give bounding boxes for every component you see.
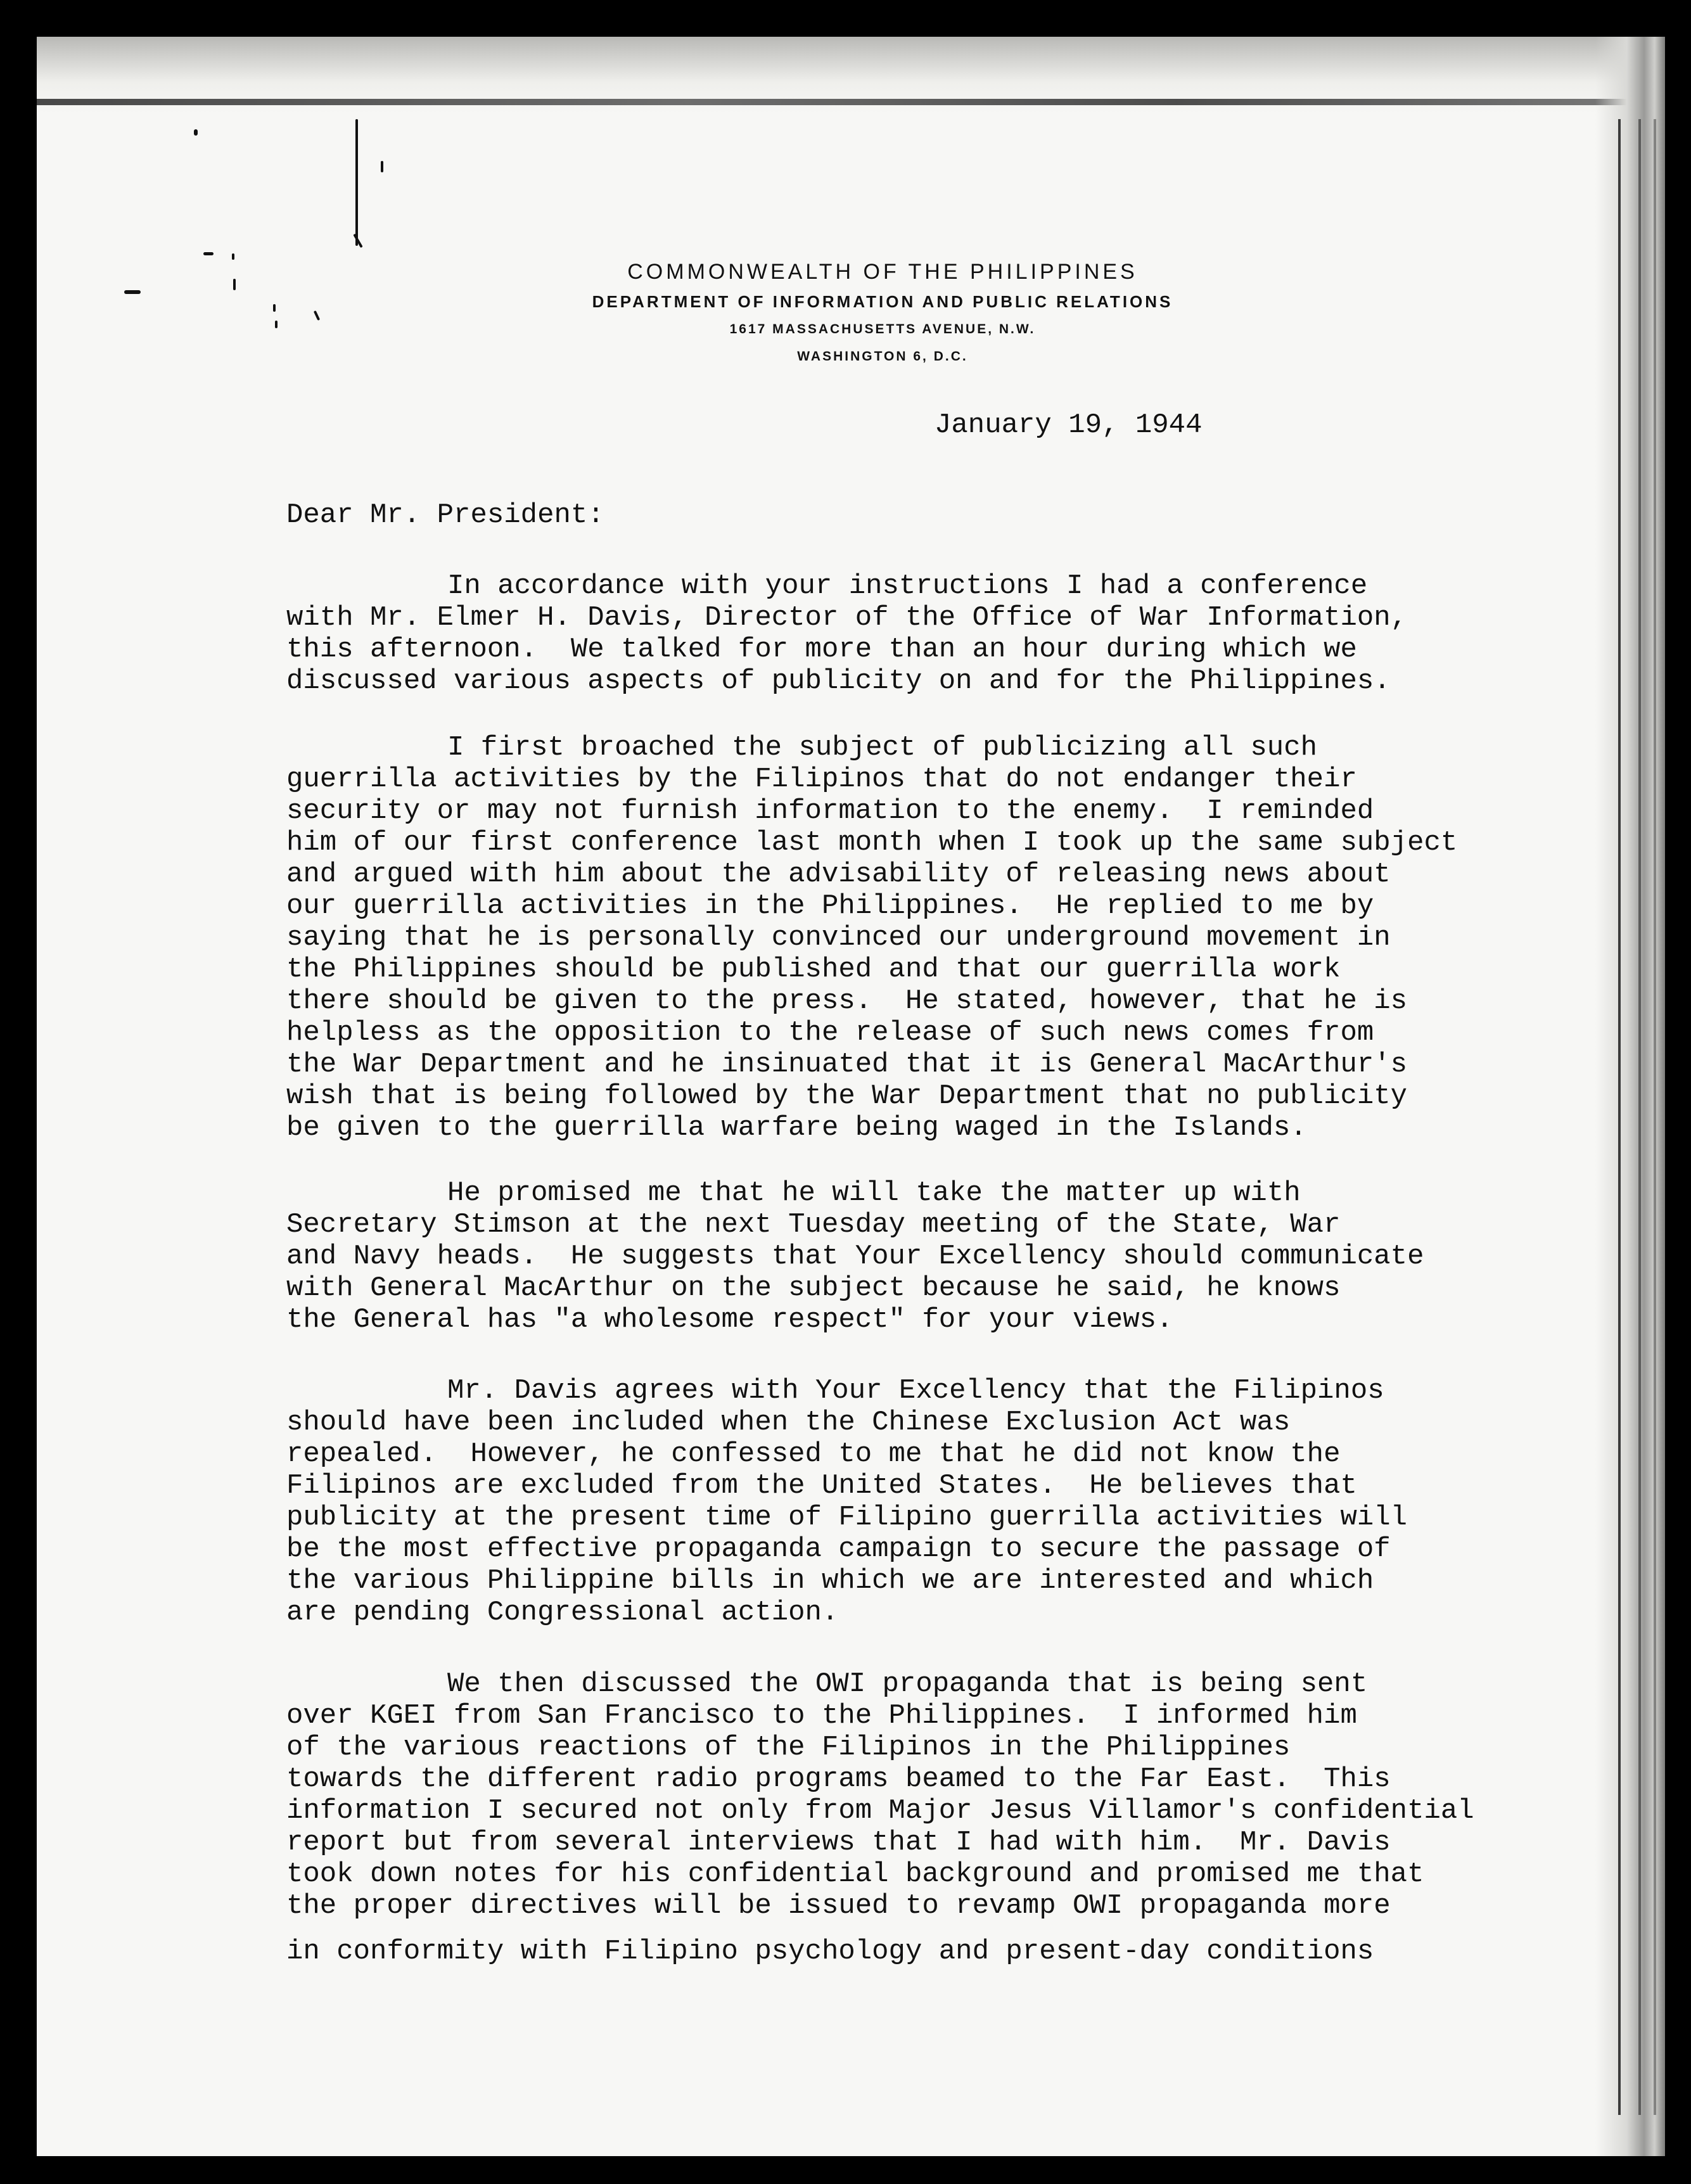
scan-page-edge-line (1638, 119, 1641, 2115)
body-line: I first broached the subject of publicizing all such (447, 732, 1318, 763)
body-line: discussed various aspects of publicity on and for the Philippines. (286, 665, 1391, 697)
body-line: report but from several interviews that I had with him. Mr. Davis (286, 1827, 1391, 1858)
body-line: our guerrilla activities in the Philippines. He replied to me by (286, 890, 1374, 922)
body-line: over KGEI from San Francisco to the Philippines. I informed him (286, 1700, 1357, 1732)
scan-mark (314, 310, 320, 321)
body-line: the proper directives will be issued to revamp OWI propaganda more (286, 1890, 1391, 1922)
body-line: and Navy heads. He suggests that Your Excellency should communicate (286, 1241, 1424, 1272)
body-line: are pending Congressional action. (286, 1597, 839, 1628)
body-line: the Philippines should be published and that our guerrilla work (286, 954, 1341, 985)
scan-mark (232, 253, 234, 260)
body-line: of the various reactions of the Filipinos in the Philippines (286, 1732, 1291, 1763)
body-line: towards the different radio programs beamed to the Far East. This (286, 1763, 1391, 1795)
scan-page-edge-line (1618, 119, 1621, 2115)
scan-mark (355, 119, 358, 246)
body-line: Filipinos are excluded from the United States. He believes that (286, 1470, 1357, 1502)
scan-mark (381, 161, 383, 172)
body-line: there should be given to the press. He stated, however, that he is (286, 985, 1408, 1017)
body-line: repealed. However, he confessed to me that he did not know the (286, 1438, 1341, 1470)
body-line: wish that is being followed by the War Department that no publicity (286, 1080, 1408, 1112)
letterhead-city: WASHINGTON 6, D.C. (797, 349, 968, 364)
body-line: took down notes for his confidential background and promised me that (286, 1858, 1424, 1890)
salutation: Dear Mr. President: (286, 499, 604, 531)
scan-mark (353, 234, 362, 248)
body-line: should have been included when the Chinese Exclusion Act was (286, 1407, 1291, 1438)
body-line: with General MacArthur on the subject because he said, he knows (286, 1272, 1341, 1304)
scan-page-edge-line (1654, 119, 1656, 2115)
body-line: him of our first conference last month when I took up the same subject (286, 827, 1458, 859)
body-line: be given to the guerrilla warfare being waged in the Islands. (286, 1112, 1307, 1144)
scan-top-edge (37, 99, 1665, 105)
body-line: saying that he is personally convinced our underground movement in (286, 922, 1391, 954)
body-line: We then discussed the OWI propaganda that is being sent (447, 1668, 1368, 1700)
scan-mark (203, 252, 214, 255)
body-line: with Mr. Elmer H. Davis, Director of the Office of War Information, (286, 602, 1408, 634)
body-line: publicity at the present time of Filipino guerrilla activities will (286, 1502, 1408, 1533)
body-line: guerrilla activities by the Filipinos that do not endanger their (286, 763, 1357, 795)
body-line: and argued with him about the advisability of releasing news about (286, 859, 1391, 890)
body-line: in conformity with Filipino psychology and present-day conditions (286, 1936, 1374, 1967)
body-line: information I secured not only from Major Jesus Villamor's confidential (286, 1795, 1474, 1827)
body-line: In accordance with your instructions I had a conference (447, 570, 1368, 602)
body-line: He promised me that he will take the matter up with (447, 1177, 1301, 1209)
letterhead-department: DEPARTMENT OF INFORMATION AND PUBLIC RELATIONS (592, 292, 1173, 311)
body-line: this afternoon. We talked for more than an hour during which we (286, 634, 1357, 665)
letterhead-title: COMMONWEALTH OF THE PHILIPPINES (627, 260, 1138, 284)
scan-mark (194, 129, 198, 136)
body-line: be the most effective propaganda campaign to secure the passage of (286, 1533, 1391, 1565)
letter-page (37, 37, 1665, 2156)
body-line: the War Department and he insinuated that it is General MacArthur's (286, 1049, 1408, 1080)
body-line: security or may not furnish information to the enemy. I reminded (286, 795, 1374, 827)
body-line: the General has "a wholesome respect" for your views. (286, 1304, 1173, 1336)
letter-date: January 19, 1944 (935, 409, 1203, 441)
body-line: helpless as the opposition to the release of such news comes from (286, 1017, 1374, 1049)
body-line: Mr. Davis agrees with Your Excellency that the Filipinos (447, 1375, 1384, 1407)
letterhead-street: 1617 MASSACHUSETTS AVENUE, N.W. (729, 322, 1036, 336)
body-line: the various Philippine bills in which we are interested and which (286, 1565, 1374, 1597)
body-line: Secretary Stimson at the next Tuesday meeting of the State, War (286, 1209, 1341, 1241)
